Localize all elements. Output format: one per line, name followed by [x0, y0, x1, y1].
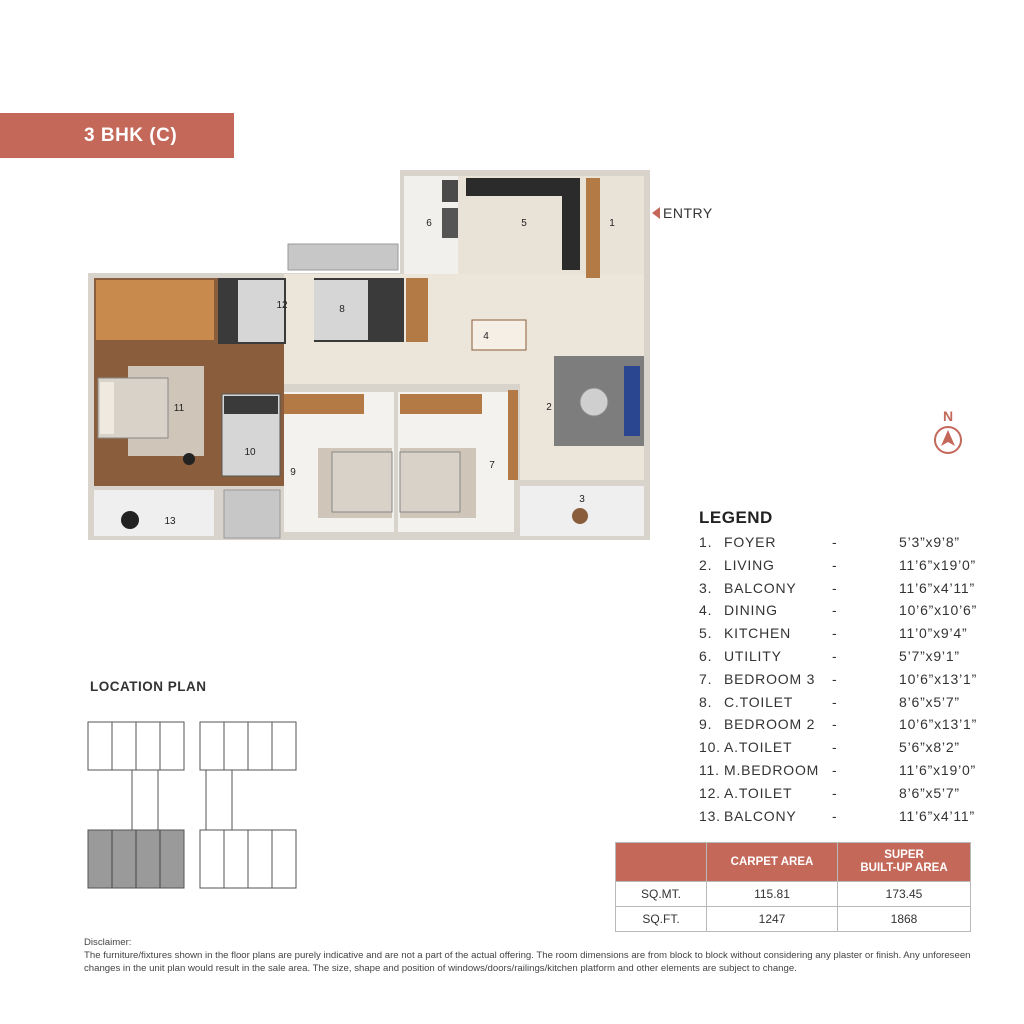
- super-area-header-line1: SUPER: [884, 849, 924, 861]
- legend-dash: -: [832, 716, 838, 733]
- legend-number: 3.: [699, 579, 713, 596]
- legend-room-name: C.TOILET: [724, 693, 794, 710]
- room-label-7: 7: [489, 460, 495, 471]
- legend-dimension: 11’6”x4’11”: [899, 579, 975, 596]
- legend-dimension: 11’6”x4’11”: [899, 807, 975, 824]
- area-table-corner: [616, 843, 707, 882]
- carpet-area-sqmt: 115.81: [707, 882, 838, 907]
- legend-title: LEGEND: [699, 508, 773, 527]
- entry-label: ENTRY: [663, 205, 713, 221]
- legend-dash: -: [832, 556, 838, 573]
- balcony-13-floor: [94, 490, 214, 536]
- north-label: N: [942, 408, 954, 424]
- legend-number: 1.: [699, 534, 713, 550]
- legend-dimension: 5’3”x9’8”: [899, 534, 960, 550]
- super-area-sqmt: 173.45: [838, 882, 971, 907]
- legend-dimension: 11’0”x9’4”: [899, 625, 968, 642]
- legend-row: [699, 739, 989, 762]
- tv-unit: [508, 390, 518, 480]
- floor-plan: [88, 170, 650, 542]
- room-label-1: 1: [609, 218, 615, 229]
- legend-dimension: 8’6”x5’7”: [899, 693, 960, 710]
- dining-cabinet: [406, 278, 428, 342]
- legend-number: 6.: [699, 647, 713, 664]
- bedroom-2-bed: [332, 452, 392, 512]
- legend-row: [699, 785, 989, 808]
- shaft-top: [288, 244, 398, 270]
- legend-dimension: 5’6”x8’2”: [899, 739, 960, 756]
- legend-dimension: 5’7”x9’1”: [899, 647, 960, 664]
- balcony-13-table: [121, 511, 139, 529]
- legend-room-name: BEDROOM 2: [724, 716, 816, 733]
- legend-dimension: 8’6”x5’7”: [899, 784, 960, 801]
- legend-dash: -: [832, 784, 838, 801]
- legend-room-name: A.TOILET: [724, 739, 793, 756]
- super-area-sqft: 1868: [838, 907, 971, 932]
- legend-dash: -: [832, 534, 838, 550]
- legend-dash: -: [832, 625, 838, 642]
- legend-room-name: BEDROOM 3: [724, 670, 816, 687]
- legend-number: 9.: [699, 716, 713, 733]
- legend-row: [699, 671, 989, 694]
- fridge: [442, 180, 458, 202]
- legend-room-name: M.BEDROOM: [724, 761, 820, 778]
- toilet-10-counter: [224, 396, 278, 414]
- legend-row: [699, 580, 989, 603]
- bedroom-3-bed: [400, 452, 460, 512]
- legend: [699, 508, 989, 830]
- chair: [183, 453, 195, 465]
- carpet-area-header: CARPET AREA: [707, 843, 838, 882]
- legend-row: [699, 648, 989, 671]
- unit-title: 3 BHK (C): [84, 125, 178, 146]
- coffee-table: [580, 388, 608, 416]
- legend-dimension: 10’6”x10’6”: [899, 602, 978, 619]
- legend-row: [699, 808, 989, 831]
- legend-row: [699, 534, 989, 557]
- room-label-9: 9: [290, 467, 296, 478]
- sofa: [624, 366, 640, 436]
- area-table: [615, 842, 971, 932]
- legend-dimension: 10’6”x13’1”: [899, 716, 978, 733]
- room-label-5: 5: [521, 218, 527, 229]
- room-label-11: 11: [173, 403, 185, 414]
- legend-dash: -: [832, 807, 838, 824]
- legend-room-name: A.TOILET: [724, 784, 793, 801]
- legend-room-name: FOYER: [724, 534, 777, 550]
- legend-row: [699, 762, 989, 785]
- location-plan-title: LOCATION PLAN: [90, 679, 207, 694]
- legend-dash: -: [832, 739, 838, 756]
- room-label-2: 2: [546, 402, 552, 413]
- legend-number: 5.: [699, 625, 713, 642]
- shaft-bottom: [224, 490, 280, 538]
- unit-title-band: [0, 113, 234, 158]
- legend-row: [699, 694, 989, 717]
- legend-number: 10.: [699, 739, 721, 756]
- legend-room-name: LIVING: [724, 556, 775, 573]
- balcony-3-table: [572, 508, 588, 524]
- location-plan: [86, 712, 300, 892]
- pillows: [100, 382, 114, 434]
- toilet-12-floor: [238, 280, 284, 342]
- washing-machine: [442, 208, 458, 238]
- legend-room-name: KITCHEN: [724, 625, 792, 642]
- legend-dash: -: [832, 693, 838, 710]
- legend-room-name: UTILITY: [724, 647, 782, 664]
- legend-dimension: 11’6”x19’0”: [899, 556, 977, 573]
- legend-number: 11.: [699, 761, 720, 778]
- legend-row: [699, 557, 989, 580]
- legend-dash: -: [832, 579, 838, 596]
- super-area-header: [838, 843, 971, 882]
- legend-dash: -: [832, 761, 838, 778]
- room-label-6: 6: [426, 218, 432, 229]
- legend-row: [699, 602, 989, 625]
- legend-number: 2.: [699, 556, 713, 573]
- entry-marker: [652, 205, 713, 221]
- dining-table: [472, 320, 526, 350]
- legend-list: [699, 534, 989, 830]
- disclaimer-text: The furniture/fixtures shown in the floor plans are purely indicative and are not a part of the actual offering. The room dimensions are from block to block without considering any plaster or finish. Any unforeseen changes in the unit plan would result in the sale area. The size, shape and position of windows/doors/railings/kitchen platform and other elements are subject to change.: [84, 949, 971, 974]
- bedroom-3-wardrobe: [400, 394, 482, 414]
- area-unit-sqmt: SQ.MT.: [616, 882, 707, 907]
- carpet-area-sqft: 1247: [707, 907, 838, 932]
- legend-dimension: 10’6”x13’1”: [899, 670, 978, 687]
- room-label-13: 13: [164, 516, 176, 527]
- legend-number: 13.: [699, 807, 721, 824]
- entry-arrow-icon: [652, 207, 660, 219]
- legend-room-name: BALCONY: [724, 807, 797, 824]
- legend-number: 12.: [699, 784, 721, 801]
- wardrobe: [96, 280, 214, 340]
- room-label-10: 10: [244, 447, 256, 458]
- legend-number: 7.: [699, 670, 713, 687]
- area-unit-sqft: SQ.FT.: [616, 907, 707, 932]
- super-area-header-line2: BUILT-UP AREA: [860, 862, 948, 874]
- legend-room-name: DINING: [724, 602, 778, 619]
- room-label-12: 12: [276, 300, 288, 311]
- room-label-3: 3: [579, 494, 585, 505]
- room-label-4: 4: [483, 331, 489, 342]
- legend-dash: -: [832, 602, 838, 619]
- legend-room-name: BALCONY: [724, 579, 797, 596]
- disclaimer-title: Disclaimer:: [84, 937, 132, 948]
- legend-dimension: 11’6”x19’0”: [899, 761, 977, 778]
- disclaimer: [84, 937, 974, 975]
- north-indicator: [930, 408, 966, 461]
- foyer-shelf: [586, 178, 600, 278]
- bedroom-2-wardrobe: [284, 394, 364, 414]
- legend-row: [699, 716, 989, 739]
- compass-icon: [932, 424, 964, 456]
- legend-number: 8.: [699, 693, 713, 710]
- legend-dash: -: [832, 647, 838, 664]
- legend-dash: -: [832, 670, 838, 687]
- legend-number: 4.: [699, 602, 713, 619]
- legend-row: [699, 625, 989, 648]
- room-label-8: 8: [339, 304, 345, 315]
